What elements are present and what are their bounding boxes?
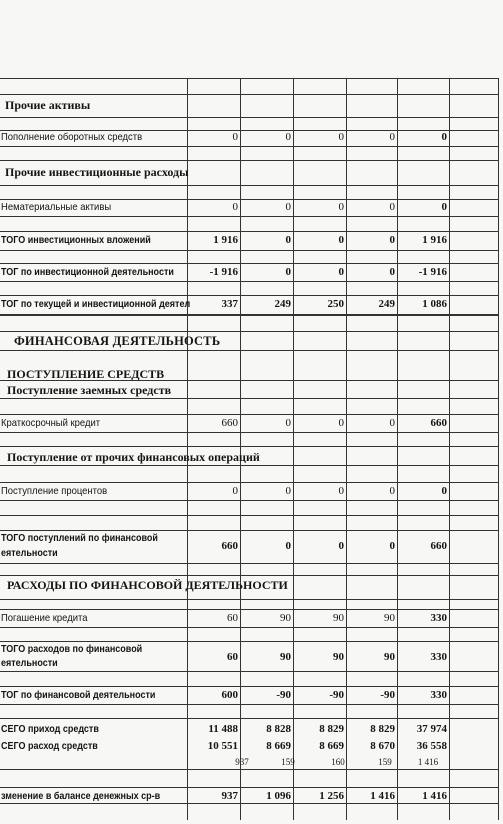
- row-rule: [0, 465, 498, 466]
- table-cell: -1 916: [418, 266, 447, 278]
- column-divider: [449, 78, 450, 820]
- table-cell: 1 916: [422, 234, 447, 246]
- row-label: зменение в балансе денежных ср-в: [1, 791, 161, 802]
- row-label: Погашение кредита: [1, 612, 88, 624]
- row-rule: [0, 515, 498, 516]
- table-cell: 0: [441, 485, 447, 497]
- table-cell: 90: [333, 612, 344, 624]
- row-rule: [0, 160, 498, 161]
- table-cell: 249: [378, 298, 395, 310]
- column-divider: [187, 78, 188, 820]
- row-label: Поступление процентов: [1, 485, 108, 497]
- table-cell: 0: [389, 201, 395, 213]
- table-cell: 90: [280, 651, 291, 663]
- row-label: ТОГ по финансовой деятельности: [1, 690, 156, 701]
- table-cell: 0: [285, 131, 291, 143]
- row-rule: [0, 627, 498, 628]
- row-rule: [0, 671, 498, 672]
- table-cell: 937: [221, 790, 238, 802]
- row-rule: [0, 350, 498, 351]
- row-rule: [0, 686, 498, 687]
- column-divider: [346, 78, 347, 820]
- section-heading: Поступление заемных средств: [7, 383, 172, 397]
- row-rule: [0, 94, 498, 95]
- row-label: Краткосрочный кредит: [1, 417, 101, 429]
- table-cell: 0: [232, 485, 238, 497]
- table-cell: 937: [235, 757, 249, 767]
- table-cell: 1 416: [422, 790, 447, 802]
- table-cell: 160: [331, 757, 345, 767]
- table-cell: 0: [285, 234, 291, 246]
- table-cell: 330: [430, 689, 447, 701]
- table-cell: 330: [430, 651, 447, 663]
- table-cell: 10 551: [207, 740, 238, 752]
- row-rule: [0, 263, 498, 264]
- table-cell: 249: [274, 298, 291, 310]
- table-cell: 90: [333, 651, 344, 663]
- table-cell: 660: [430, 417, 447, 429]
- row-label: СЕГО приход средств: [1, 724, 99, 735]
- row-rule: [0, 718, 498, 719]
- table-cell: 60: [227, 612, 238, 624]
- table-cell: 0: [285, 540, 291, 552]
- table-cell: 600: [221, 689, 238, 701]
- table-cell: 1 086: [422, 298, 447, 310]
- table-cell: 1 416: [417, 757, 439, 767]
- table-cell: 0: [285, 266, 291, 278]
- table-cell: 8 669: [319, 740, 344, 752]
- row-label: СЕГО расход средств: [1, 741, 98, 752]
- row-rule: [0, 704, 498, 705]
- row-rule: [0, 250, 498, 251]
- section-heading: Прочие инвестиционные расходы: [5, 165, 189, 179]
- table-cell: 8 828: [266, 723, 291, 735]
- row-label: ТОГ по инвестиционной деятельности: [1, 267, 174, 278]
- table-cell: 0: [338, 266, 344, 278]
- table-cell: -90: [276, 689, 291, 701]
- column-divider: [397, 78, 398, 820]
- table-cell: 0: [338, 201, 344, 213]
- row-label: еятельности: [1, 548, 58, 559]
- table-cell: 90: [280, 612, 291, 624]
- table-cell: 0: [285, 201, 291, 213]
- row-label: еятельности: [1, 658, 58, 669]
- table-cell: 159: [378, 757, 392, 767]
- row-rule: [0, 314, 498, 316]
- row-rule: [0, 117, 498, 118]
- table-cell: 37 974: [416, 723, 447, 735]
- table-cell: 8 669: [266, 740, 291, 752]
- table-cell: 0: [338, 485, 344, 497]
- row-label: ТОГ по текущей и инвестиционной деятел: [1, 299, 191, 310]
- table-cell: 90: [384, 612, 395, 624]
- row-rule: [0, 398, 498, 399]
- table-cell: 36 558: [416, 740, 447, 752]
- row-rule: [0, 281, 498, 282]
- table-cell: 0: [389, 540, 395, 552]
- table-cell: 8 670: [370, 740, 395, 752]
- row-rule: [0, 78, 498, 79]
- row-rule: [0, 231, 498, 232]
- table-cell: 0: [389, 266, 395, 278]
- table-cell: 660: [430, 540, 447, 552]
- table-cell: 660: [221, 540, 238, 552]
- table-cell: 337: [221, 298, 238, 310]
- row-label: ТОГО расходов по финансовой: [1, 644, 143, 655]
- table-cell: 11 488: [208, 723, 238, 735]
- table-cell: 1 256: [319, 790, 344, 802]
- row-rule: [0, 482, 498, 483]
- table-cell: 0: [389, 131, 395, 143]
- section-heading: РАСХОДЫ ПО ФИНАНСОВОЙ ДЕЯТЕЛЬНОСТИ: [7, 578, 288, 592]
- row-rule: [0, 331, 498, 332]
- table-cell: 0: [338, 234, 344, 246]
- table-cell: 0: [338, 417, 344, 429]
- table-cell: 0: [441, 131, 447, 143]
- table-cell: 159: [281, 757, 295, 767]
- table-cell: 0: [285, 485, 291, 497]
- table-cell: 8 829: [370, 723, 395, 735]
- table-cell: -1 916: [209, 266, 238, 278]
- row-rule: [0, 199, 498, 200]
- row-rule: [0, 609, 498, 610]
- row-rule: [0, 295, 498, 296]
- row-rule: [0, 803, 498, 804]
- table-cell: 0: [338, 131, 344, 143]
- row-rule: [0, 146, 498, 147]
- table-cell: 0: [285, 417, 291, 429]
- row-label: Пополнение оборотных средств: [1, 131, 143, 143]
- row-label: ТОГО поступлений по финансовой: [1, 533, 158, 544]
- table-cell: 0: [232, 131, 238, 143]
- table-cell: 1 416: [370, 790, 395, 802]
- table-cell: 0: [441, 201, 447, 213]
- row-rule: [0, 563, 498, 564]
- table-cell: 0: [232, 201, 238, 213]
- section-title: ФИНАНСОВАЯ ДЕЯТЕЛЬНОСТЬ: [14, 334, 221, 348]
- row-label: ТОГО инвестиционных вложений: [1, 235, 151, 246]
- table-cell: 660: [221, 417, 238, 429]
- row-rule: [0, 185, 498, 186]
- row-rule: [0, 575, 498, 576]
- row-rule: [0, 446, 498, 447]
- section-heading: ПОСТУПЛЕНИЕ СРЕДСТВ: [7, 367, 165, 381]
- row-rule: [0, 599, 498, 600]
- table-cell: 8 829: [319, 723, 344, 735]
- row-rule: [0, 500, 498, 501]
- section-heading: Поступление от прочих финансовых операций: [7, 450, 260, 464]
- table-cell: 0: [389, 417, 395, 429]
- row-rule: [0, 216, 498, 217]
- table-cell: 0: [389, 234, 395, 246]
- row-rule: [0, 432, 498, 433]
- column-divider: [293, 78, 294, 820]
- table-cell: 0: [338, 540, 344, 552]
- table-cell: 1 916: [213, 234, 238, 246]
- row-rule: [0, 769, 498, 770]
- table-cell: 250: [327, 298, 344, 310]
- column-divider: [498, 78, 499, 820]
- section-heading: Прочие активы: [5, 98, 91, 112]
- table-cell: -90: [380, 689, 395, 701]
- table-cell: 1 096: [266, 790, 291, 802]
- row-rule: [0, 787, 498, 788]
- row-label: Нематериальные активы: [1, 201, 112, 213]
- table-cell: -90: [329, 689, 344, 701]
- column-divider: [240, 78, 241, 820]
- row-rule: [0, 530, 498, 531]
- row-rule: [0, 414, 498, 415]
- table-cell: 330: [430, 612, 447, 624]
- row-rule: [0, 641, 498, 642]
- table-cell: 90: [384, 651, 395, 663]
- table-cell: 0: [389, 485, 395, 497]
- table-cell: 60: [227, 651, 238, 663]
